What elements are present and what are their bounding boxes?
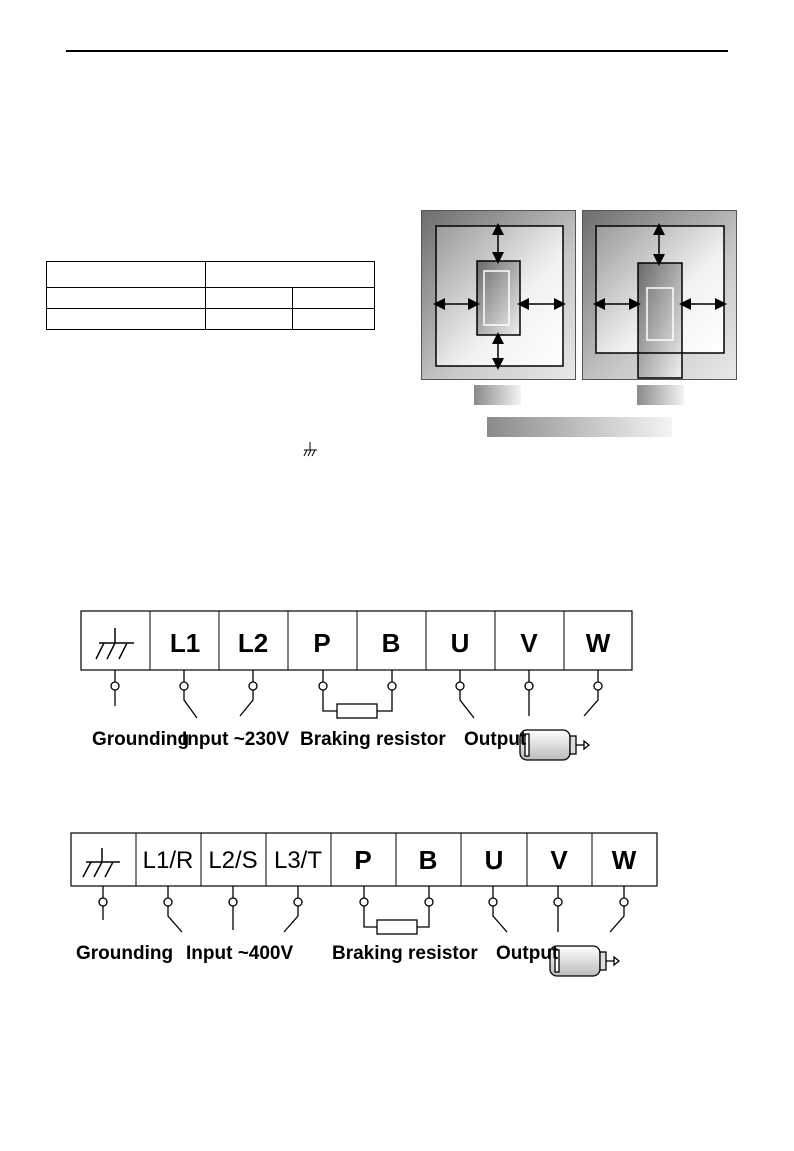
table-row (47, 309, 375, 330)
caption-braking-resistor: Braking resistor (332, 943, 478, 964)
caption-braking-resistor: Braking resistor (300, 729, 446, 750)
terminal-label: B (418, 845, 438, 875)
terminal-label: L3/T (273, 847, 323, 874)
clearance-figure-side (582, 210, 737, 380)
terminal-label: P (354, 845, 372, 875)
wiring (99, 886, 628, 934)
table-cell (47, 288, 206, 309)
table-cell (47, 309, 206, 330)
table-cell (293, 288, 375, 309)
wiring-diagram-400v (60, 822, 670, 992)
table-cell (206, 262, 375, 288)
terminal-label: U (450, 628, 470, 658)
clearance-table (46, 261, 375, 330)
terminal-label: L1/R (142, 847, 194, 874)
caption-bar (487, 417, 672, 437)
clearance-drawing (583, 211, 736, 379)
table-cell (47, 262, 206, 288)
caption-input: Input ~230V (182, 729, 290, 750)
header-rule (66, 50, 728, 52)
wiring (111, 670, 602, 718)
terminal-label: W (611, 845, 637, 875)
terminal-label: P (313, 628, 331, 658)
terminal-label: L2 (237, 628, 269, 658)
caption-bar (637, 385, 684, 405)
clearance-figure-vertical (421, 210, 576, 380)
terminal-label: L2/S (208, 847, 258, 874)
terminal-label: V (520, 628, 538, 658)
terminal-label: B (381, 628, 401, 658)
motor-icon (550, 946, 619, 976)
terminal-label: L1 (169, 628, 201, 658)
caption-output: Output (496, 943, 559, 964)
ground-symbol-icon (302, 442, 318, 458)
caption-input: Input ~400V (186, 943, 294, 964)
caption-grounding: Grounding (76, 943, 174, 964)
motor-icon (520, 730, 589, 760)
terminal-label: U (484, 845, 504, 875)
caption-bar (474, 385, 521, 405)
terminal-label: V (550, 845, 568, 875)
table-cell (293, 309, 375, 330)
table-row (47, 262, 375, 288)
caption-output: Output (464, 729, 527, 750)
caption-grounding: Grounding (92, 729, 190, 750)
wiring-diagram-230v (70, 600, 670, 770)
clearance-drawing (422, 211, 575, 379)
terminal-block (81, 611, 632, 670)
terminal-label: W (585, 628, 611, 658)
table-row (47, 288, 375, 309)
table-cell (206, 309, 293, 330)
table-cell (206, 288, 293, 309)
